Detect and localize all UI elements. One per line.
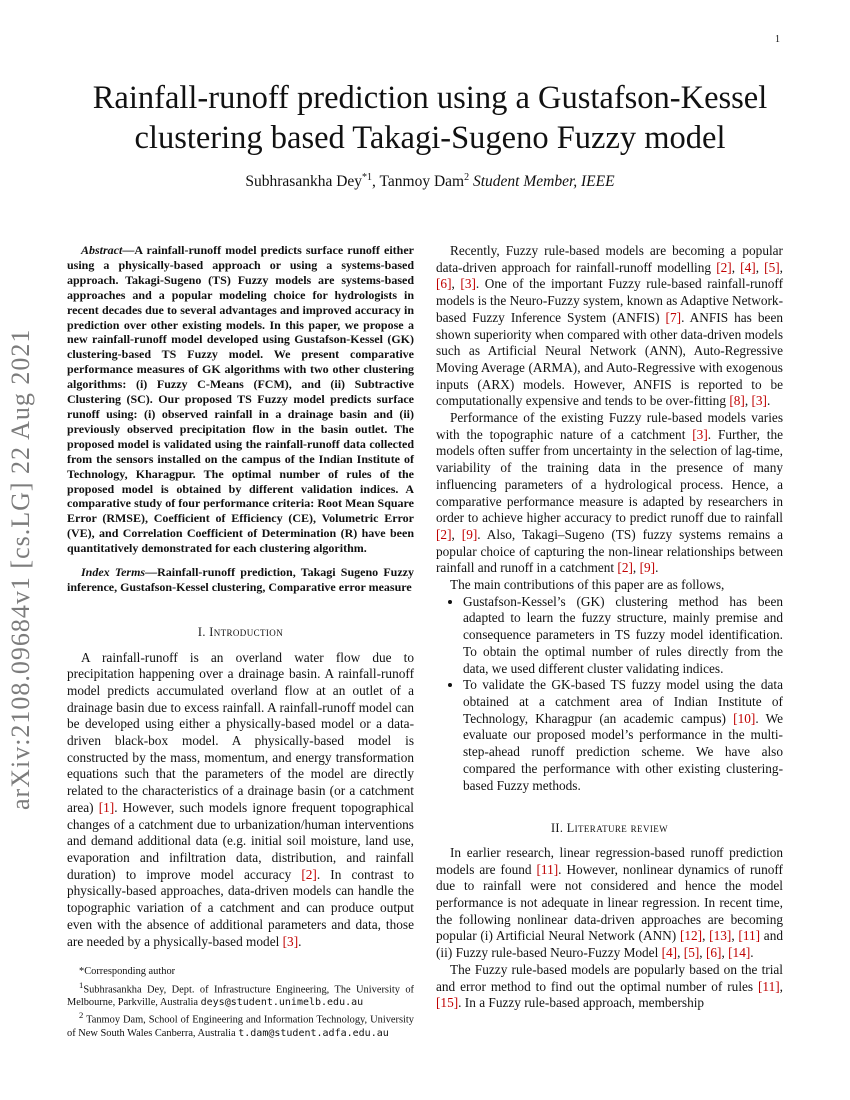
citation-link[interactable]: [6]: [436, 276, 452, 292]
text: The Fuzzy rule-based models are popularly based on the trial and error method to find out the optimal number of rules: [436, 961, 783, 994]
index-terms: [67, 565, 414, 595]
citation-link[interactable]: [3]: [692, 426, 708, 442]
abstract: [67, 243, 414, 556]
paragraph: The main contributions of this paper are as follows,: [450, 577, 725, 593]
citation-link[interactable]: [9]: [639, 560, 656, 576]
text: . In contrast to physically-based approaches, data-driven models can handle the topographic variation of a catchment and can produce output even with the absence of additional parameters and data, those are needed by a physically-based model: [67, 866, 414, 949]
citation-link[interactable]: [4]: [661, 945, 678, 961]
right-column: [436, 243, 783, 1012]
citation-link[interactable]: [9]: [461, 526, 478, 542]
text: Subhrasankha Dey, Dept. of Infrastructure Engineering, The University of Melbourne, Parkville, Australia: [67, 984, 414, 1008]
text: A rainfall-runoff is an overland water flow due to precipitation happening over a drainage basin. A rainfall-runoff model predicts accumulated overland flow at an outlet of a drainage basin due to excess rainfall. A rainfall-runoff model can be developed using either a physically-based model or a data-driven black-box model. A physically-based model is constructed by the mass, momentum, and energy transformation equations such that the parameters of the model are directly related to the characteristics of a drainage basin (or a catchment area): [67, 649, 414, 815]
citation-link[interactable]: [2]: [716, 259, 732, 275]
text: . In a Fuzzy rule-based approach, membership: [458, 995, 705, 1011]
text: . We evaluate our proposed model’s performance in the multi-step-ahead runoff prediction scheme. We have also compared the performance with other existing clustering-based Fuzzy methods.: [463, 710, 783, 793]
citation-link[interactable]: [6]: [705, 945, 722, 961]
section-number: I.: [197, 624, 210, 639]
text: ,: [677, 945, 684, 961]
list-item: • Gustafson-Kessel’s (GK) clustering method has been adapted to learn the fuzzy structure, mainly premise and consequence parameters in TS fuzzy model identification. To obtain the optimal number of rules directly from the data, we used different cluster validating indices.: [463, 594, 783, 678]
text: ,: [699, 945, 706, 961]
text: ,: [731, 928, 739, 944]
citation-link[interactable]: [1]: [98, 799, 115, 815]
section-title: Introduction: [209, 624, 284, 639]
text: Performance of the existing Fuzzy rule-based models varies with the topographic nature of a catchment: [436, 410, 783, 442]
text: ,: [779, 978, 783, 994]
section-number: II.: [550, 821, 567, 836]
text: ,: [744, 393, 752, 409]
text: . Also, Takagi–Sugeno (TS) fuzzy systems remains a popular choice of capturing the non-linear relationships between rainfall and runoff in a catchment: [436, 526, 783, 576]
section-heading-introduction: [67, 624, 414, 641]
citation-link[interactable]: [11]: [758, 978, 780, 994]
text: ,: [731, 259, 741, 275]
text: . Further, the models often suffer from uncertainty in the selection of lag-time, variability of the training data in the presence of many influencing parameters of a hydrological process. Hence, a comparative performance measure is adapted by researchers in order to achieve higher accuracy to predict runoff due to rainfall: [436, 426, 783, 526]
left-column: [67, 243, 414, 1040]
text: ,: [632, 560, 640, 576]
footnote-corresponding: *Corresponding author: [79, 966, 176, 978]
arxiv-identifier: arXiv:2108.09684v1 [cs.LG] 22 Aug 2021: [6, 328, 35, 810]
text: ,: [779, 259, 783, 275]
text: ,: [451, 526, 462, 542]
intro-paragraph: [67, 650, 414, 951]
citation-link[interactable]: [10]: [733, 710, 756, 726]
text: and (ii) Fuzzy rule-based Neuro-Fuzzy Model: [436, 928, 783, 961]
footnotes: [67, 966, 414, 1040]
citation-link[interactable]: [14]: [728, 945, 751, 961]
list-item: [463, 677, 783, 794]
author-line: [60, 172, 800, 191]
index-terms-text: —Rainfall-runoff prediction, Takagi Sugeno Fuzzy inference, Gustafson-Kessel clustering, Comparative error measure: [67, 565, 414, 594]
citation-link[interactable]: [11]: [738, 928, 761, 944]
contributions-list: [436, 594, 783, 794]
email-link[interactable]: t.dam@student.adfa.edu.au: [238, 1027, 389, 1039]
footnote-mark: 2: [79, 1010, 84, 1021]
footnote-author-2: [67, 1009, 414, 1040]
citation-link[interactable]: [3]: [460, 276, 476, 292]
citation-link[interactable]: [7]: [665, 309, 682, 325]
citation-link[interactable]: [4]: [740, 259, 756, 275]
section-heading-literature-review: [436, 820, 783, 837]
citation-link[interactable]: [11]: [536, 861, 559, 877]
citation-link[interactable]: [3]: [282, 933, 299, 949]
paragraph: [436, 410, 783, 577]
citation-link[interactable]: [2]: [301, 866, 317, 882]
author-2-affil: 2: [464, 172, 470, 183]
text: In earlier research, linear regression-based runoff prediction models are found: [436, 844, 783, 877]
text: Recently, Fuzzy rule-based models are becoming a popular data-driven approach for rainfall-runoff modelling: [436, 243, 783, 275]
section-title: Literature review: [566, 821, 669, 836]
index-terms-label: Index Terms: [81, 565, 146, 580]
footnote-mark: 1: [79, 979, 84, 990]
page-number: 1: [775, 34, 780, 45]
author-2-role: Student Member, IEEE: [469, 173, 615, 191]
text: .: [767, 393, 771, 409]
email-link[interactable]: deys@student.unimelb.edu.au: [200, 996, 364, 1008]
text: . However, such models ignore frequent topographical changes of a catchment due to urbanization/human interventions and demand additional data (e.g. initial soil moisture, land use, evaporation and infiltration data, distribution, and rainfall duration) to improve model accuracy: [67, 799, 414, 882]
citation-link[interactable]: [8]: [729, 393, 745, 409]
paragraph: [436, 962, 783, 1012]
text: . One of the important Fuzzy rule-based rainfall-runoff models is the Neuro-Fuzzy system, known as Adaptive Network-based Fuzzy Inference System (ANFIS): [436, 276, 783, 325]
text: ,: [451, 276, 461, 292]
paragraph: [436, 845, 783, 962]
abstract-text: —A rainfall-runoff model predicts surface runoff either using a physically-based approach or using a systems-based approach. Takagi-Sugeno (TS) Fuzzy models are systems-based approaches and a popular modeling choice for hydrologists in recent decades due to several advantages and improved accuracy in prediction over other existing models. In this paper, we propose a new rainfall-runoff model developed using Gustafson-Kessel (GK) clustering-based TS Fuzzy model. We present comparative performance measures of GK algorithms with two other clustering algorithms: (i) Fuzzy C-Means (FCM), and (ii) Subtractive Clustering (SC). Our proposed TS Fuzzy model predicts surface runoff using: (i) observed rainfall in a drainage basin and (ii) previously observed precipitation flow in the basin outlet. The proposed model is validated using the rainfall-runoff data collected from the sensors installed on the campus of the Indian Institute of Technology, Kharagpur. The optimal number of rules of the proposed model is obtained by different validation indices. A comparative study of four performance criteria: Root Mean Square Error (RMSE), Coefficient of Efficiency (CE), Volumetric Error (VE), and Correlation Coefficient of Determination (R) have been quantitatively demonstrated for each clustering algorithm.: [67, 243, 414, 556]
citation-link[interactable]: [15]: [436, 995, 459, 1011]
paper-title: Rainfall-runoff prediction using a Gustafson-Kessel clustering based Takagi-Sugeno Fuzzy model: [92, 80, 768, 156]
author-1-affil: *1: [362, 172, 373, 183]
text: .: [655, 560, 659, 576]
text: . However, nonlinear dynamics of runoff due to rainfall were not considered and hence the model performance is not adequate in linear regression. In recent time, the following nonlinear data-driven approaches are becoming popular (i) Artificial Neural Network (ANN): [436, 861, 783, 944]
text: ,: [702, 928, 710, 944]
text: Tanmoy Dam, School of Engineering and Information Technology, University of New South Wales Canberra, Australia: [67, 1014, 414, 1039]
text: To validate the GK-based TS fuzzy model using the data obtained at a catchment area of Indian Institute of Technology, Kharagpur (an academic campus): [463, 677, 783, 726]
text: .: [750, 945, 754, 961]
text: .: [298, 933, 302, 949]
citation-link[interactable]: [3]: [751, 393, 767, 409]
author-1: Subhrasankha Dey: [245, 173, 363, 191]
text: ,: [721, 945, 729, 961]
citation-link[interactable]: [12]: [679, 928, 703, 944]
text: ,: [755, 259, 765, 275]
citation-link[interactable]: [5]: [683, 945, 700, 961]
abstract-label: Abstract: [81, 243, 123, 257]
citation-link[interactable]: [5]: [764, 259, 780, 275]
citation-link[interactable]: [2]: [617, 560, 633, 576]
citation-link[interactable]: [13]: [709, 928, 732, 944]
citation-link[interactable]: [2]: [436, 526, 452, 542]
paragraph: [436, 243, 783, 410]
footnote-author-1: [67, 979, 414, 1010]
author-2: , Tanmoy Dam: [372, 173, 465, 191]
text: . ANFIS has been shown superiority when compared with other data-driven models such as Artificial Neural Network (ANN), Auto-Regressive Moving Average (ARMA), and Auto-Regressive with exogenous inputs (ARX) models. However, ANFIS is reported to be computationally expensive and tends to be over-fitting: [436, 309, 783, 409]
